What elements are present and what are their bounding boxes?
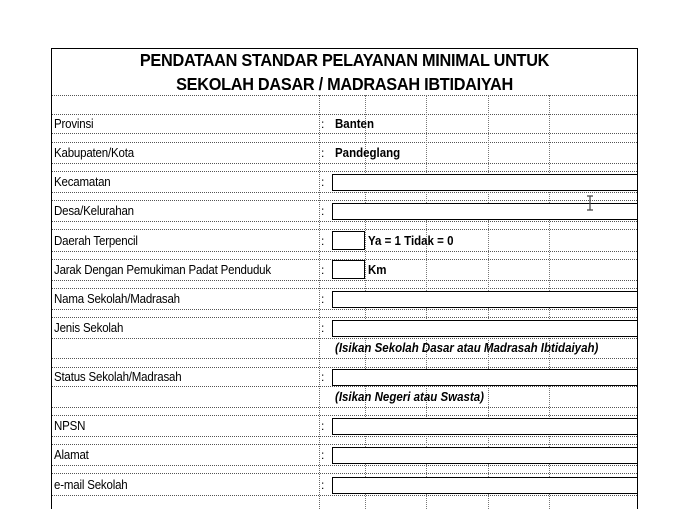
label-npsn: NPSN (54, 419, 86, 433)
colon: : (321, 234, 325, 248)
colon: : (321, 117, 325, 131)
value-kabupaten-kota[interactable]: Pandeglang (335, 146, 401, 160)
hint-daerah-terpencil: Ya = 1 Tidak = 0 (368, 234, 454, 248)
field-alamat[interactable] (332, 447, 637, 464)
colon: : (321, 419, 325, 433)
text-cursor-icon (585, 195, 595, 211)
label-status-sekolah: Status Sekolah/Madrasah (54, 370, 182, 384)
label-nama-sekolah: Nama Sekolah/Madrasah (54, 292, 180, 306)
colon: : (321, 448, 325, 462)
label-alamat: Alamat (54, 448, 89, 462)
colon-column-line (319, 95, 320, 509)
label-kecamatan: Kecamatan (54, 175, 111, 189)
label-jarak-pemukiman: Jarak Dengan Pemukiman Padat Penduduk (54, 263, 271, 277)
field-jarak-pemukiman[interactable] (332, 260, 365, 279)
colon: : (321, 321, 325, 335)
field-nama-sekolah[interactable] (332, 291, 637, 308)
field-jenis-sekolah[interactable] (332, 320, 637, 337)
label-desa-kelurahan: Desa/Kelurahan (54, 204, 134, 218)
form-title-line2: SEKOLAH DASAR / MADRASAH IBTIDAIYAH (176, 74, 513, 94)
form-sheet (51, 48, 638, 509)
field-daerah-terpencil[interactable] (332, 231, 365, 250)
colon: : (321, 478, 325, 492)
colon: : (321, 263, 325, 277)
label-email-sekolah: e-mail Sekolah (54, 478, 128, 492)
label-jenis-sekolah: Jenis Sekolah (54, 321, 124, 335)
note-jenis-sekolah: (Isikan Sekolah Dasar atau Madrasah Ibtidaiyah) (335, 341, 599, 355)
note-status-sekolah: (Isikan Negeri atau Swasta) (335, 390, 484, 404)
label-kabupaten-kota: Kabupaten/Kota (54, 146, 134, 160)
field-npsn[interactable] (332, 418, 637, 435)
form-title-line1: PENDATAAN STANDAR PELAYANAN MINIMAL UNTUK (139, 50, 550, 70)
value-provinsi[interactable]: Banten (335, 117, 374, 131)
colon: : (321, 292, 325, 306)
field-status-sekolah[interactable] (332, 369, 637, 386)
unit-km: Km (368, 263, 387, 277)
field-kecamatan[interactable] (332, 174, 637, 191)
colon: : (321, 146, 325, 160)
colon: : (321, 175, 325, 189)
label-daerah-terpencil: Daerah Terpencil (54, 234, 138, 248)
field-email-sekolah[interactable] (332, 477, 637, 494)
colon: : (321, 370, 325, 384)
label-provinsi: Provinsi (54, 117, 94, 131)
colon: : (321, 204, 325, 218)
